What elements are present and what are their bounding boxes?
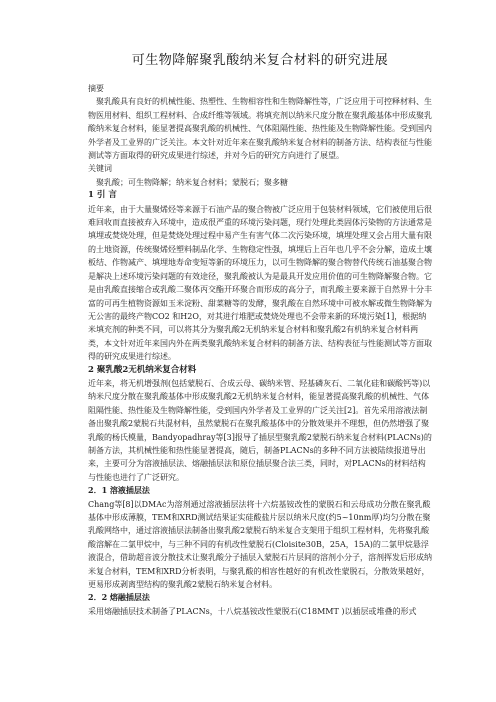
section-1-heading: 1 引 言	[88, 190, 117, 201]
keywords-text: 聚乳酸；可生物降解；纳米复合材料；蒙脱石；聚多糖	[96, 177, 288, 187]
section-2-heading: 2 聚乳酸2无机纳米复合材料	[88, 364, 197, 375]
keywords-label: 关键词	[88, 164, 112, 174]
document-page	[88, 52, 432, 618]
abstract-text: 聚乳酸具有良好的机械性能、热塑性、生物相容性和生物降解性等，广泛应用于可控释材料、生物医用材料、组织工程材料、合成纤维等领域。将填充剂以纳米尺度分散在聚乳酸基体中形成聚乳酸纳米复合材料，能显著提高聚乳酸的机械性、气体阻隔性能、热性能及生物降解性能。受到国内外学者及工业界的广泛关注。本文针对近年来在聚乳酸纳米复合材料的制备方法、结构表征与性能测试等方面取得的研究成果进行综述，并对今后的研究方向进行了展望。	[88, 97, 432, 161]
page-title: 可生物降解聚乳酸纳米复合材料的研究进展	[131, 53, 389, 68]
section-2-1-text: Chang等[8]以DMAc为溶剂通过溶液插层法将十六烷基铵改性的蒙脱石和云母成功分散在聚乳酸基体中形成薄膜，TEM和XRD测试结果证实硅酸盐片层以纳米尺度(约5~10nm厚)均匀分散在聚乳酸网络中，通过溶液插层法制备出聚乳酸2蒙脱石纳米复合支架用于组织工程材料，先将聚乳酸酸溶解在二氯甲烷中，与三种不同的有机改性蒙脱石(Cloisite30B，25A，15A)的二氯甲烷悬浮液混合，借助超音波分散技术让聚乳酸分子插层入蒙脱石片层间的溶剂小分子，溶剂挥发后形成纳米复合材料，TEM和XRD分析表明，与聚乳酸的相容性越好的有机改性蒙脱石，分散效果越好，更易形成剥离型结构的聚乳酸2蒙脱石纳米复合材料。	[88, 499, 432, 590]
section-2-text: 近年来，将无机增强剂(包括蒙脱石、合成云母、碳纳米管、羟基磷灰石、二氧化硅和碳酸钙等)以纳米尺度分散在聚乳酸基体中形成聚乳酸2无机纳米复合材料，能显著提高聚乳酸的机械性、气体阻隔性能、热性能及生物降解性能，受到国内外学者及工业界的广泛关注[2]。首先采用溶液法制备出聚乳酸2蒙脱石共混材料，虽然蒙脱石在聚乳酸基体中的分散效果并不理想，但仍然增强了聚乳酸的杨氏模量，Bandyopadhray等[3]报导了插层型聚乳酸2蒙脱石纳米复合材料(PLACNs)的制备方法，其机械性能和热性能显著提高，随后，制备PLACNs的多种不同方法被陆续报道导出来，主要可分为溶液插层法、熔融插层法和原位插层聚合法三类，同时，对PLACNs的材料结构与性能也进行了广泛研究。	[88, 378, 432, 482]
section-2-2-text: 采用熔融插层技术制备了PLACNs，十八烷基铵改性蒙脱石(C18MMT )以插层或堆叠的形式	[88, 606, 417, 616]
section-2-1-heading: 2．1 溶液插层法	[88, 485, 150, 496]
abstract-label: 摘要	[88, 84, 104, 93]
section-1-text: 近年来，由于大量聚烯烃等来源于石油产品的聚合物被广泛应用于包装材料领域，它们被使用后很难回收而直接被弃入环境中，造成很严重的环境污染问题，现行处理此类固体污染物的方法通常是填埋或焚烧处理，但是焚烧处理过程中易产生有害气体二次污染环境，填埋处理又会占用大量有限的土地资源，传统聚烯烃塑料制品化学、生物稳定性强，填埋后上百年也几乎不会分解，造成土壤板结、作物减产、填埋地寿命变短等新的环境压力，以可生物降解的聚合物替代传统石油基聚合物是解决上述环境污染问题的有效途径，聚乳酸被认为是最具开发应用价值的可生物降解聚合物。它是由乳酸直接缩合或乳酸二聚体丙交酯开环聚合而形成的高分子，而乳酸主要来源于自然界十分丰富的可再生植物资源如玉米淀粉、甜菜糖等的发酵，聚乳酸在自然环境中可被水解或微生物降解为无公害的最终产物CO2 和H2O，对其进行堆肥或焚烧处理也不会带来新的环境污染[1]，根据纳米填充剂的种类不同，可以将其分为聚乳酸2无机纳米复合材料和聚乳酸2有机纳米复合材料两类，本文针对近年来国内外在两类聚乳酸纳米复合材料的制备方法、结构表征与性能测试等方面取得的研究成果进行综述。	[88, 204, 432, 362]
section-2-2-heading: 2．2 熔融插层法	[88, 592, 150, 603]
